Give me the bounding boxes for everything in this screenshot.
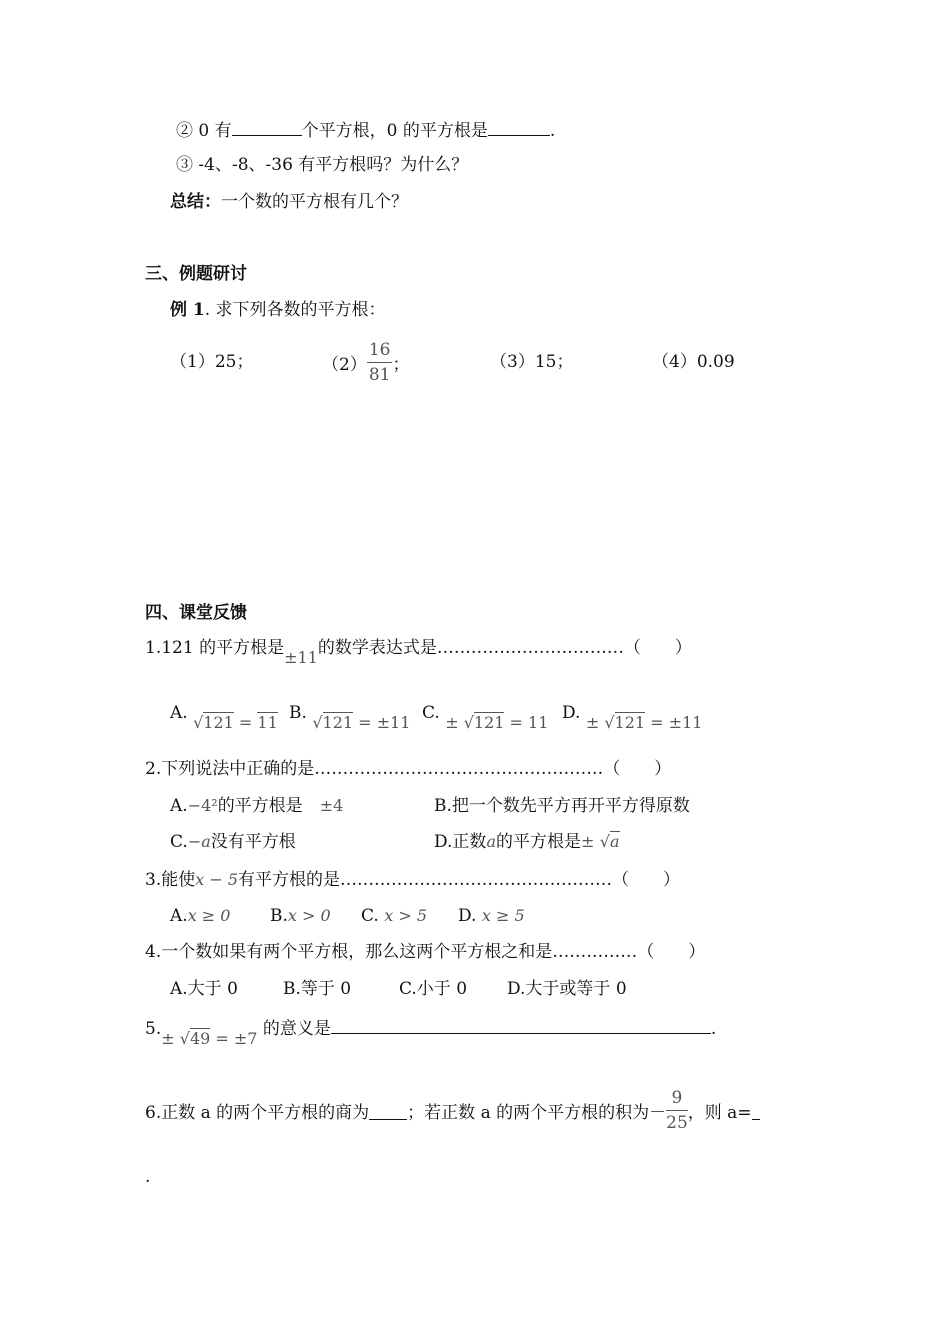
answer-paren[interactable]: （ ） bbox=[603, 759, 672, 779]
sqrt-icon: √ bbox=[179, 1029, 190, 1048]
feedback-q3: 3.能使x − 5有平方根的是…………………………………………（ ） bbox=[145, 870, 681, 890]
sqrt-icon: √ bbox=[604, 713, 615, 732]
q3-option-b[interactable]: B.x > 0 bbox=[270, 906, 331, 926]
q2-option-c[interactable]: C.−a没有平方根 bbox=[170, 832, 296, 852]
summary-text: 一个数的平方根有几个？ bbox=[221, 192, 408, 212]
answer-paren[interactable]: （ ） bbox=[637, 942, 706, 962]
feedback-q6: 6.正数 a 的两个平方根的商为 ；若正数 a 的两个平方根的积为－ $\frac{9}{25}$ ，则 a= bbox=[145, 1088, 760, 1133]
answer-paren[interactable]: （ ） bbox=[612, 870, 681, 890]
feedback-q5: 5.± √49 = ±7 的意义是 . bbox=[145, 1016, 716, 1040]
q4-option-a[interactable]: A.大于 0 bbox=[170, 979, 238, 999]
summary-line bbox=[170, 191, 408, 213]
example-item-4: （4）0.09 bbox=[652, 352, 735, 372]
answer-paren[interactable]: （ ） bbox=[623, 638, 692, 658]
answer-blank[interactable] bbox=[752, 1102, 760, 1120]
feedback-q4: 4.一个数如果有两个平方根，那么这两个平方根之和是……………（ ） bbox=[145, 942, 706, 962]
q3-option-c[interactable]: C. x > 5 bbox=[361, 906, 427, 926]
sqrt-icon: √ bbox=[312, 713, 323, 732]
question-2-zero: ② 0 有 个平方根，0 的平方根是 . bbox=[176, 118, 555, 142]
answer-blank[interactable] bbox=[331, 1016, 711, 1034]
summary-label: 总结： bbox=[170, 192, 221, 212]
feedback-q1: 1.121 的平方根是±11的数学表达式是……………………………（ ） bbox=[145, 638, 692, 667]
q4-option-c[interactable]: C.小于 0 bbox=[399, 979, 468, 999]
example-item-1: （1）25； bbox=[170, 352, 254, 372]
q2-option-d[interactable]: D.正数a的平方根是± √a bbox=[434, 832, 620, 852]
feedback-q2: 2.下列说法中正确的是……………………………………………（ ） bbox=[145, 759, 672, 779]
sqrt-icon: √ bbox=[599, 832, 610, 851]
q1-option-c[interactable]: C. ± √121 = 11 bbox=[422, 703, 549, 732]
sqrt-icon: √ bbox=[463, 713, 474, 732]
q1-option-d[interactable]: D. ± √121 = ±11 bbox=[562, 703, 703, 732]
section-3-title: 三、例题研讨 bbox=[145, 264, 247, 284]
fraction-16-81: $\frac{16}{81}$ bbox=[368, 340, 391, 385]
example-item-2: （2） $\frac{16}{81}$ ； bbox=[322, 340, 410, 385]
example-item-3: （3）15； bbox=[490, 352, 574, 372]
q1-option-b[interactable]: B. √121 = ±11 bbox=[289, 703, 411, 732]
example-1: 例 1. 求下列各数的平方根： bbox=[170, 300, 386, 320]
section-4-title: 四、课堂反馈 bbox=[145, 603, 247, 623]
answer-blank[interactable] bbox=[369, 1102, 407, 1120]
answer-blank[interactable] bbox=[488, 118, 550, 136]
answer-blank[interactable] bbox=[232, 118, 302, 136]
q3-option-a[interactable]: A.x ≥ 0 bbox=[170, 906, 231, 926]
sqrt-icon: √ bbox=[193, 713, 204, 732]
fraction-9-25: $\frac{9}{25}$ bbox=[666, 1088, 688, 1133]
question-3-negatives: ③ -4、-8、-36 有平方根吗？为什么？ bbox=[176, 155, 469, 175]
q4-option-b[interactable]: B.等于 0 bbox=[283, 979, 352, 999]
q6-end-period: . bbox=[145, 1167, 151, 1187]
q3-option-d[interactable]: D. x ≥ 5 bbox=[458, 906, 525, 926]
q1-option-a[interactable]: A. √121 = 11 bbox=[170, 703, 278, 732]
q2-option-a[interactable]: A.−4²的平方根是 ±4 bbox=[170, 796, 344, 816]
q2-option-b[interactable]: B.把一个数先平方再开平方得原数 bbox=[434, 796, 690, 816]
q4-option-d[interactable]: D.大于或等于 0 bbox=[507, 979, 627, 999]
